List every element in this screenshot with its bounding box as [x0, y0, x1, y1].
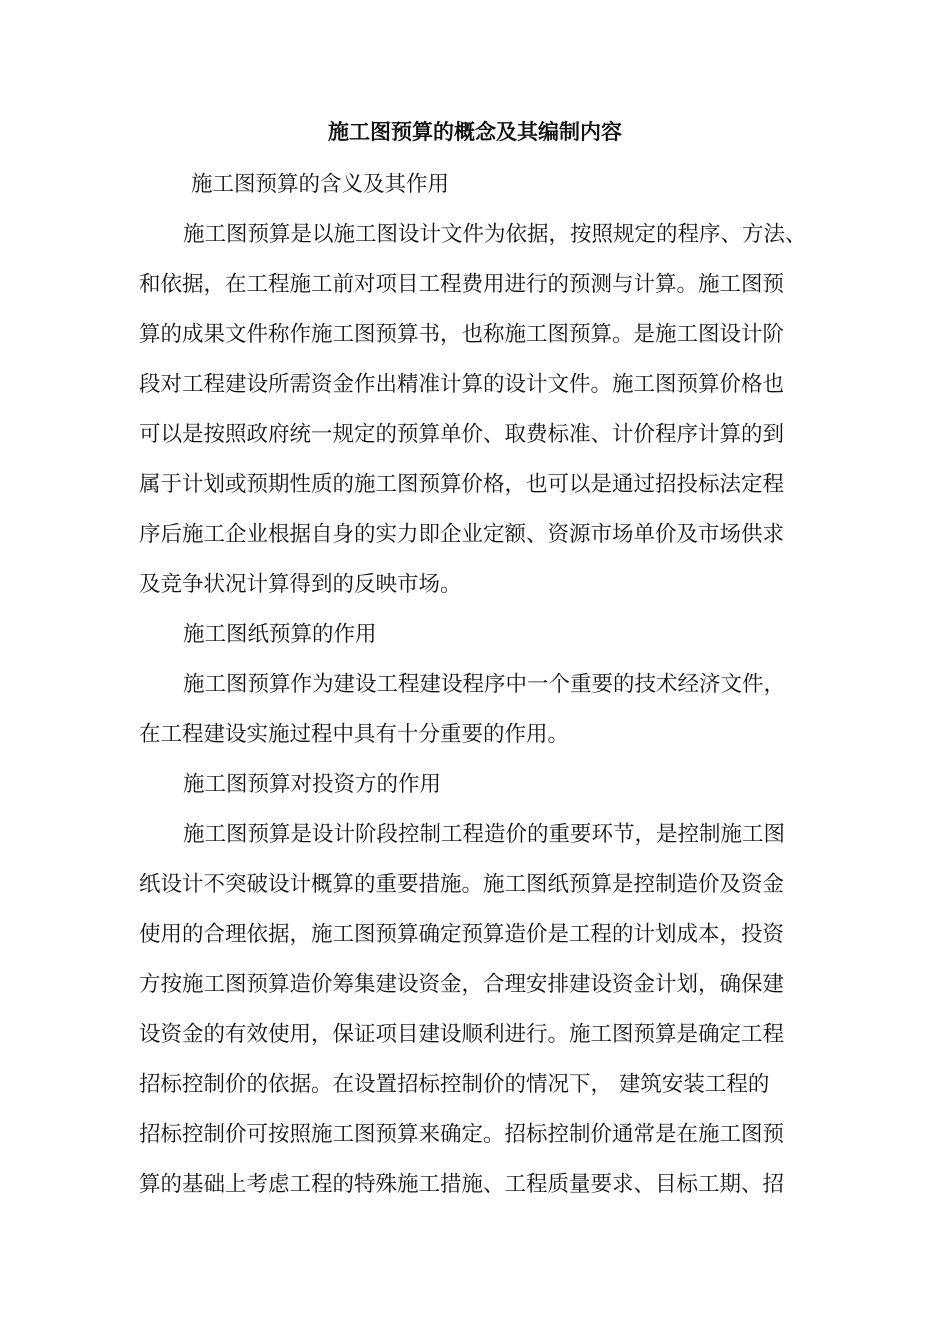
- paragraph-line: 序后施工企业根据自身的实力即企业定额、资源市场单价及市场供求: [139, 522, 785, 547]
- paragraph-line: 属于计划或预期性质的施工图预算价格，也可以是通过招投标法定程: [139, 472, 785, 497]
- document-body: [139, 160, 829, 1210]
- paragraph-line: 算的基础上考虑工程的特殊施工措施、工程质量要求、目标工期、招: [139, 1172, 785, 1197]
- document-title: 施工图预算的概念及其编制内容: [328, 120, 622, 144]
- paragraph-line: 施工图预算作为建设工程建设程序中一个重要的技术经济文件，: [183, 672, 786, 697]
- paragraph-line: 方按施工图预算造价筹集建设资金，合理安排建设资金计划，确保建: [139, 972, 785, 997]
- section-heading: 施工图预算的含义及其作用: [191, 172, 450, 197]
- paragraph-line: 纸设计不突破设计概算的重要措施。施工图纸预算是控制造价及资金: [139, 872, 785, 897]
- section-heading: 施工图纸预算的作用: [183, 622, 377, 647]
- paragraph-line: 招标控制价的依据。在设置招标控制价的情况下， 建筑安装工程的: [139, 1072, 770, 1097]
- section-heading: 施工图预算对投资方的作用: [183, 772, 442, 797]
- paragraph-line: 可以是按照政府统一规定的预算单价、取费标准、计价程序计算的到: [139, 422, 785, 447]
- paragraph-line: 招标控制价可按照施工图预算来确定。招标控制价通常是在施工图预: [139, 1122, 785, 1147]
- paragraph-line: 算的成果文件称作施工图预算书，也称施工图预算。是施工图设计阶: [139, 322, 785, 347]
- paragraph-line: 和依据，在工程施工前对项目工程费用进行的预测与计算。施工图预: [139, 272, 785, 297]
- paragraph-line: 及竞争状况计算得到的反映市场。: [139, 572, 462, 597]
- paragraph-line: 设资金的有效使用，保证项目建设顺利进行。施工图预算是确定工程: [139, 1022, 785, 1047]
- paragraph-line: 施工图预算是以施工图设计文件为依据，按照规定的程序、方法、: [183, 222, 807, 247]
- paragraph-line: 在工程建设实施过程中具有十分重要的作用。: [139, 722, 570, 747]
- paragraph-line: 使用的合理依据，施工图预算确定预算造价是工程的计划成本，投资: [139, 922, 785, 947]
- paragraph-line: 施工图预算是设计阶段控制工程造价的重要环节，是控制施工图: [183, 822, 786, 847]
- paragraph-line: 段对工程建设所需资金作出精准计算的设计文件。施工图预算价格也: [139, 372, 785, 397]
